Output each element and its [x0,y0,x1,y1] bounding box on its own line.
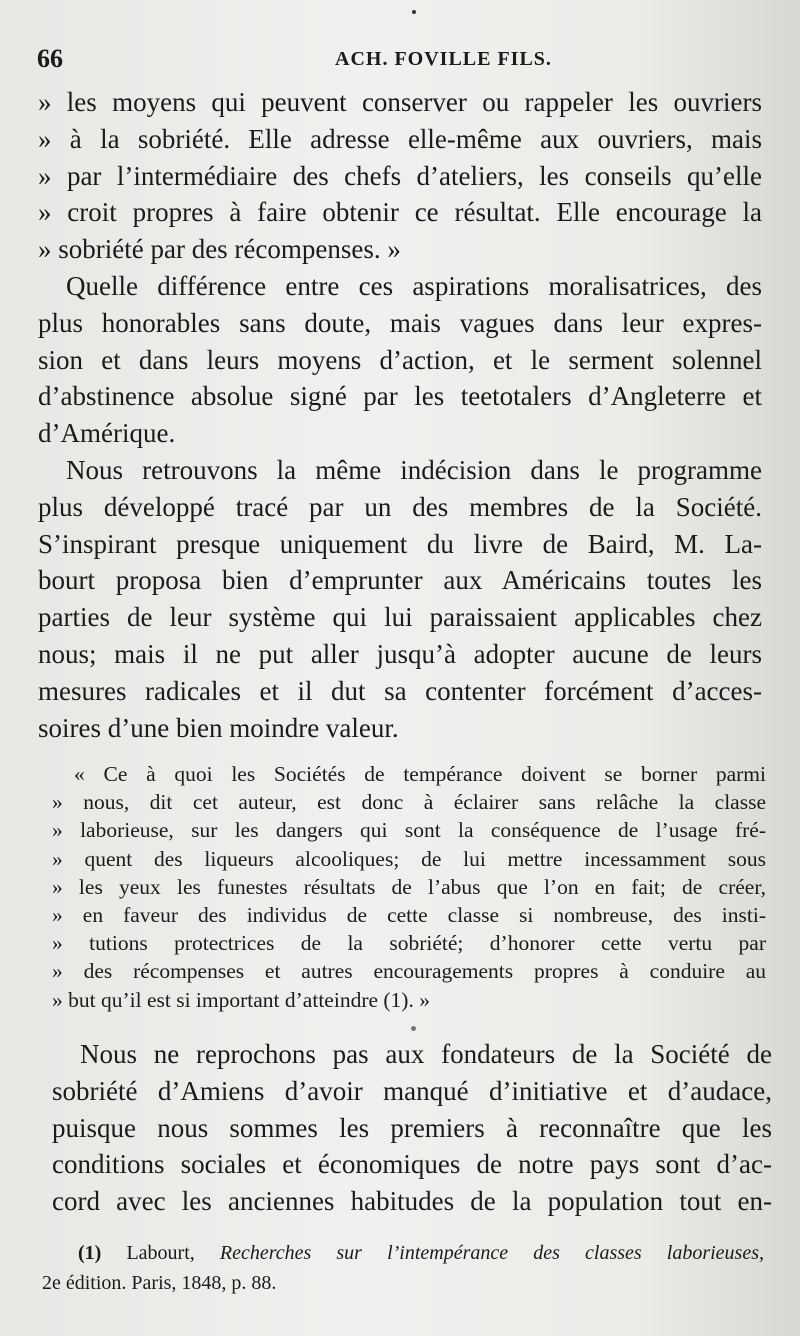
text-line: mesures radicales et il dut sa contenter forcément d’acces- [38,675,762,706]
text-line: plus honorables sans doute, mais vagues dans leur expres- [38,307,762,338]
footnote-ref: (1) [78,1242,102,1264]
text-line: nous; mais il ne put aller jusqu’à adopter aucune de leurs [38,638,762,669]
text-line: » par l’intermédiaire des chefs d’ateliers, les conseils qu’elle [38,160,762,191]
footnote [42,1238,764,1298]
quote-line: » tutions protectrices de la sobriété; d’honorer cette vertu par [52,931,766,956]
text-line: » croit propres à faire obtenir ce résultat. Elle encourage la [38,197,762,228]
text-line: sion et dans leurs moyens d’action, et le serment solennel [38,344,762,375]
quote-line: » nous, dit cet auteur, est donc à éclairer sans relâche la classe [52,790,766,815]
block-quote [52,760,766,1014]
text-line: S’inspirant presque uniquement du livre de Baird, M. La- [38,528,762,559]
quote-line: » quent des liqueurs alcooliques; de lui mettre incessamment sous [52,846,766,871]
page-number: 66 [37,44,63,73]
text-line: soires d’une bien moindre valeur. [38,712,399,743]
footnote-edition: 2e édition. Paris, 1848, p. 88. [42,1272,277,1294]
paragraph-continuation [38,84,762,268]
text-line: » les moyens qui peuvent conserver ou rappeler les ouvriers [38,87,762,117]
text-line: plus développé tracé par un des membres de la Société. [38,491,762,522]
quote-line: » but qu’il est si important d’atteindre (1). » [52,987,430,1012]
text-line: Quelle différence entre ces aspirations moralisatrices, des [66,271,762,301]
footnote-author: Labourt, [126,1242,195,1264]
text-line: conditions sociales et économiques de notre pays sont d’ac- [52,1149,772,1180]
quote-line: » les yeux les funestes résultats de l’abus que l’on en fait; de créer, [52,874,766,899]
text-line: parties de leur système qui lui paraissaient applicables chez [38,602,762,633]
paragraph [38,452,762,746]
quote-line: » en faveur des individus de cette classe si nombreuse, des insti- [52,903,766,928]
quote-line: » des récompenses et autres encouragements propres à conduire au [52,959,766,984]
ink-speck [411,1026,416,1031]
text-line: puisque nous sommes les premiers à reconnaître que les [52,1112,772,1143]
text-line: sobriété d’Amiens d’avoir manqué d’initiative et d’audace, [52,1075,772,1106]
text-line: d’abstinence absolue signé par les teetotalers d’Angleterre et [38,381,762,412]
ink-speck [412,10,416,14]
page-header [37,38,760,78]
quote-line: » laborieuse, sur les dangers qui sont la conséquence de l’usage fré- [52,818,766,843]
text-line: Nous retrouvons la même indécision dans le programme [66,455,762,485]
text-line: d’Amérique. [38,418,176,449]
footnote-line [42,1238,764,1268]
running-head: ACH. FOVILLE FILS. [335,48,552,70]
paragraph [38,268,762,452]
footnote-title: Recherches sur l’intempérance des classes laborieuses, [219,1242,764,1264]
quote-line: « Ce à quoi les Sociétés de tempérance doivent se borner parmi [74,762,766,786]
text-line: » sobriété par des récompenses. » [38,234,401,265]
text-line: cord avec les anciennes habitudes de la population tout en- [52,1186,772,1217]
text-line: » à la sobriété. Elle adresse elle-même aux ouvriers, mais [38,123,762,154]
text-line: bourt proposa bien d’emprunter aux Américains toutes les [38,565,762,596]
paragraph [52,1036,772,1220]
text-line: Nous ne reprochons pas aux fondateurs de la Société de [80,1039,772,1069]
